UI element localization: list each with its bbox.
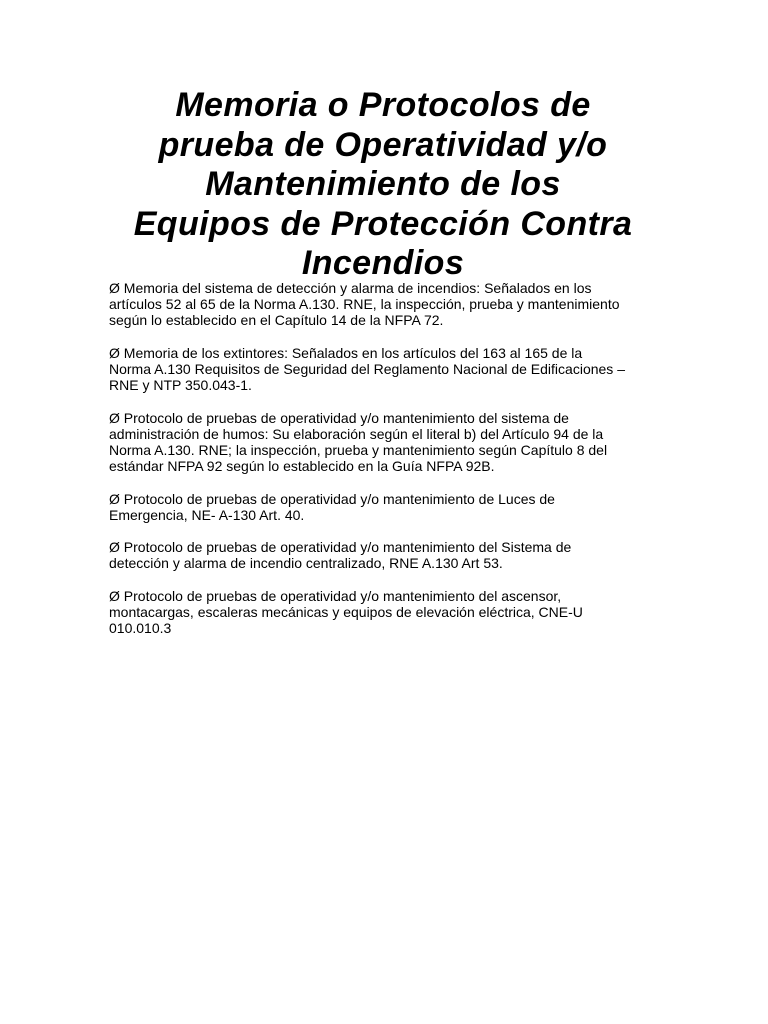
paragraph-smoke-management-protocol: [109, 410, 669, 475]
text-line: Ø Protocolo de pruebas de operatividad y/o mantenimiento del ascensor,: [109, 587, 562, 604]
paragraph-centralized-detection-protocol: [109, 539, 669, 571]
text-line: Ø Memoria de los extintores: Señalados en los artículos del 163 al 165 de la: [109, 344, 583, 361]
document-title: [100, 86, 666, 284]
text-line: según lo establecido en el Capítulo 14 de la NFPA 72.: [109, 312, 444, 329]
text-line: detección y alarma de incendio centralizado, RNE A.130 Art 53.: [109, 555, 503, 572]
text-line: Ø Memoria del sistema de detección y alarma de incendios: Señalados en los: [109, 280, 592, 296]
paragraph-elevator-protocol: [109, 588, 669, 637]
text-line: montacargas, escaleras mecánicas y equipos de elevación eléctrica, CNE-U: [109, 603, 583, 620]
title-line: Equipos de Protección Contra: [133, 204, 633, 243]
paragraph-emergency-lights-protocol: [109, 491, 669, 523]
text-line: artículos 52 al 65 de la Norma A.130. RNE, la inspección, prueba y mantenimiento: [109, 296, 620, 313]
text-line: Ø Protocolo de pruebas de operatividad y/o mantenimiento del sistema de: [109, 409, 569, 426]
document-body: [109, 280, 669, 653]
title-line: prueba de Operatividad y/o: [158, 125, 608, 164]
paragraph-detection-alarm-memory: [109, 280, 669, 329]
paragraph-extinguishers-memory: [109, 345, 669, 394]
text-line: Norma A.130. RNE; la inspección, prueba y mantenimiento según Capítulo 8 del: [109, 442, 608, 458]
title-line: Incendios: [301, 244, 465, 283]
text-line: Norma A.130 Requisitos de Seguridad del Reglamento Nacional de Edificaciones –: [109, 361, 625, 377]
text-line: Ø Protocolo de pruebas de operatividad y/o mantenimiento de Luces de: [109, 490, 555, 507]
text-line: 010.010.3: [109, 620, 172, 637]
title-line: Mantenimiento de los: [205, 165, 561, 204]
text-line: RNE y NTP 350.043-1.: [109, 377, 252, 394]
text-line: administración de humos: Su elaboración según el literal b) del Artículo 94 de la: [109, 425, 604, 442]
text-line: Ø Protocolo de pruebas de operatividad y/o mantenimiento del Sistema de: [109, 539, 572, 556]
text-line: Emergencia, NE- A-130 Art. 40.: [109, 506, 305, 523]
title-line: Memoria o Protocolos de: [175, 86, 591, 124]
text-line: estándar NFPA 92 según lo establecido en la Guía NFPA 92B.: [109, 458, 495, 475]
